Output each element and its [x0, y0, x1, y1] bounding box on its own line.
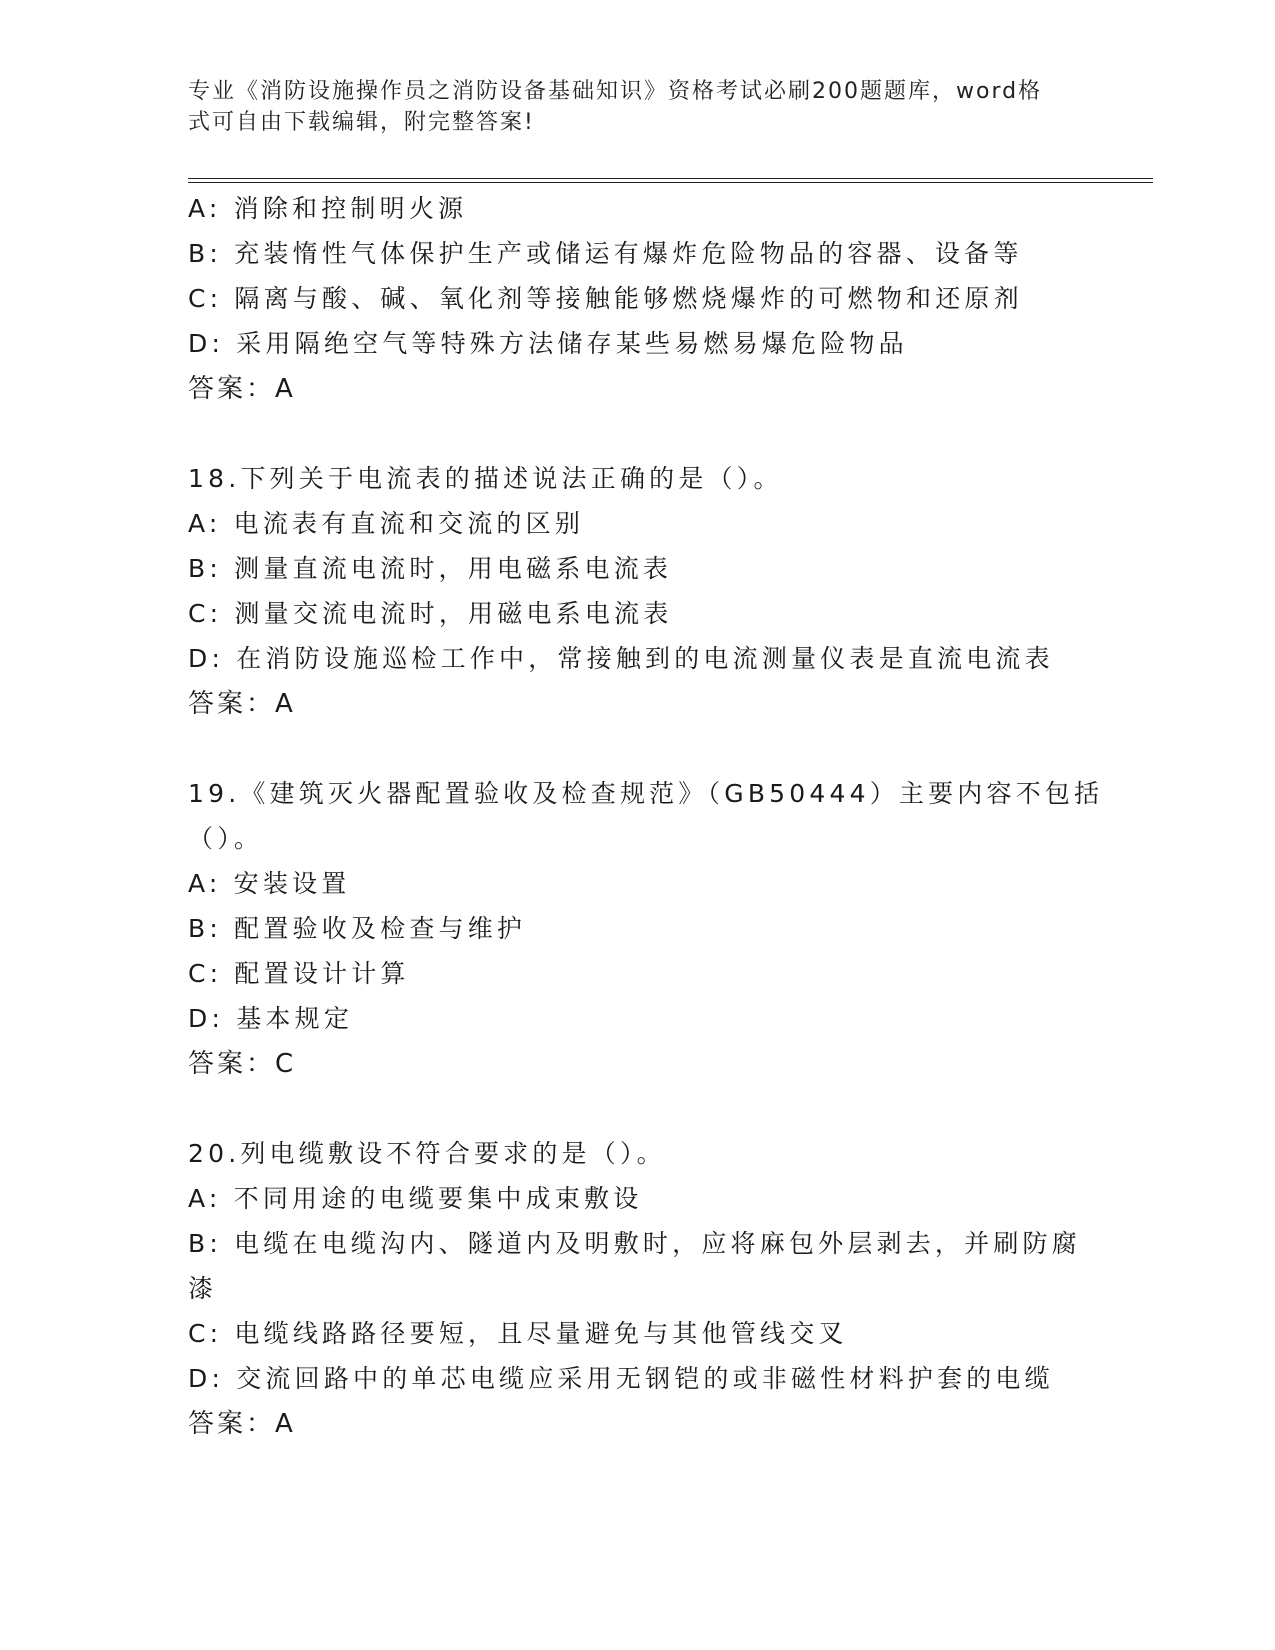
q19-question-line-2: （）。 [188, 824, 264, 853]
q18-option-c: C: 测量交流电流时，用磁电系电流表 [188, 599, 673, 628]
q20-question: 20.列电缆敷设不符合要求的是（）。 [188, 1139, 666, 1168]
header-divider-top [188, 178, 1153, 179]
q20-option-d: D: 交流回路中的单芯电缆应采用无钢铠的或非磁性材料护套的电缆 [188, 1364, 1054, 1393]
header-line-2: 式可自由下载编辑，附完整答案! [188, 110, 535, 135]
q19-option-a: A: 安装设置 [188, 869, 351, 898]
q20-option-a: A: 不同用途的电缆要集中成束敷设 [188, 1184, 643, 1213]
q17-option-c: C: 隔离与酸、碱、氧化剂等接触能够燃烧爆炸的可燃物和还原剂 [188, 284, 1023, 313]
q19-option-c: C: 配置设计计算 [188, 959, 410, 988]
q19-question-line-1: 19.《建筑灭火器配置验收及检查规范》（GB50444）主要内容不包括 [188, 779, 1104, 808]
q20-option-c: C: 电缆线路路径要短，且尽量避免与其他管线交叉 [188, 1319, 848, 1348]
q18-option-d: D: 在消防设施巡检工作中，常接触到的电流测量仪表是直流电流表 [188, 644, 1054, 673]
q17-option-d: D: 采用隔绝空气等特殊方法储存某些易燃易爆危险物品 [188, 329, 908, 358]
q17-option-b: B: 充装惰性气体保护生产或储运有爆炸危险物品的容器、设备等 [188, 239, 1023, 268]
q18-answer: 答案：A [188, 689, 296, 719]
header-line-1: 专业《消防设施操作员之消防设备基础知识》资格考试必刷200题题库，word格 [188, 79, 1043, 104]
q18-question: 18.下列关于电流表的描述说法正确的是（）。 [188, 464, 783, 493]
q18-option-a: A: 电流表有直流和交流的区别 [188, 509, 585, 538]
q18-option-b: B: 测量直流电流时，用电磁系电流表 [188, 554, 673, 583]
q17-option-a: A: 消除和控制明火源 [188, 194, 468, 223]
q17-answer: 答案：A [188, 374, 296, 404]
header-divider-bottom [188, 182, 1153, 183]
q19-option-b: B: 配置验收及检查与维护 [188, 914, 527, 943]
q20-answer: 答案：A [188, 1409, 296, 1439]
q19-answer: 答案：C [188, 1049, 297, 1079]
q19-option-d: D: 基本规定 [188, 1004, 354, 1033]
q20-option-b-line-1: B: 电缆在电缆沟内、隧道内及明敷时，应将麻包外层剥去，并刷防腐 [188, 1229, 1081, 1258]
document-header [188, 76, 1068, 138]
q20-option-b-line-2: 漆 [188, 1274, 218, 1303]
